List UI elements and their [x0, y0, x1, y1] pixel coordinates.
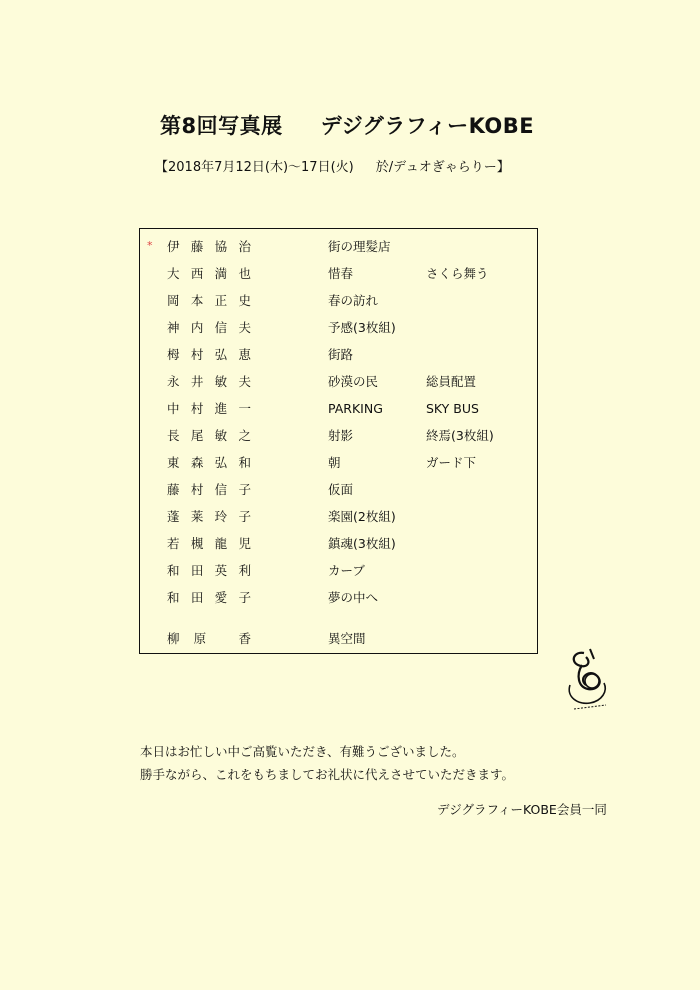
signature: デジグラフィーKOBE会員一同 — [437, 802, 607, 817]
page-title — [160, 110, 534, 140]
work-title-2: 終焉(3枚組) — [426, 428, 494, 443]
member-name: 柳 原 香 — [167, 631, 251, 646]
member-name: 藤 村 信 子 — [167, 482, 251, 497]
club-logo-icon — [556, 645, 618, 715]
work-title-1: 予感(3枚組) — [328, 320, 396, 335]
member-name: 東 森 弘 和 — [167, 455, 251, 470]
table-row — [140, 534, 537, 554]
work-title-1: 楽園(2枚組) — [328, 509, 396, 524]
member-name: 中 村 進 一 — [167, 401, 251, 416]
thanks-message-line-2: 勝手ながら、これをもちましてお礼状に代えさせていただきます。 — [140, 767, 515, 782]
table-row — [140, 629, 537, 649]
row-mark: * — [147, 239, 153, 252]
work-title-1: 惜春 — [328, 266, 354, 281]
date-venue-line — [155, 156, 510, 175]
member-name: 若 槻 龍 児 — [167, 536, 251, 551]
work-title-2: ガード下 — [426, 455, 477, 470]
table-row — [140, 399, 537, 419]
table-row — [140, 291, 537, 311]
work-title-1: 仮面 — [328, 482, 354, 497]
table-row — [140, 372, 537, 392]
work-title-2: 総員配置 — [426, 374, 477, 389]
member-name: 岡 本 正 史 — [167, 293, 251, 308]
work-title-1: 街の理髪店 — [328, 239, 391, 254]
exhibition-title: 第8回写真展 — [160, 114, 283, 138]
table-row — [140, 480, 537, 500]
work-title-1: PARKING — [328, 401, 383, 416]
work-title-1: 夢の中へ — [328, 590, 379, 605]
work-title-1: 射影 — [328, 428, 354, 443]
work-title-1: 街路 — [328, 347, 354, 362]
table-row — [140, 318, 537, 338]
member-name: 神 内 信 夫 — [167, 320, 251, 335]
member-name: 大 西 満 也 — [167, 266, 251, 281]
member-name: 栂 村 弘 恵 — [167, 347, 251, 362]
member-name: 長 尾 敏 之 — [167, 428, 251, 443]
exhibition-dates: 【2018年7月12日(木)～17日(火) — [155, 160, 354, 175]
table-row — [140, 507, 537, 527]
table-row — [140, 237, 537, 257]
work-title-1: 異空間 — [328, 631, 366, 646]
member-name: 和 田 愛 子 — [167, 590, 251, 605]
work-title-2: SKY BUS — [426, 401, 479, 416]
exhibition-venue: 於/デュオぎゃらりー】 — [375, 160, 510, 175]
group-name: デジグラフィーKOBE — [320, 114, 535, 138]
thanks-message-line-1: 本日はお忙しい中ご高覧いただき、有難うございました。 — [140, 744, 465, 759]
work-title-1: 鎮魂(3枚組) — [328, 536, 396, 551]
member-name: 和 田 英 利 — [167, 563, 251, 578]
work-title-1: カーブ — [328, 563, 365, 578]
table-row — [140, 561, 537, 581]
table-row — [140, 588, 537, 608]
table-row — [140, 453, 537, 473]
member-name: 蓬 莱 玲 子 — [167, 509, 251, 524]
entries-table — [139, 228, 538, 654]
table-row — [140, 345, 537, 365]
work-title-1: 朝 — [328, 455, 341, 470]
work-title-1: 春の訪れ — [328, 293, 379, 308]
member-name: 伊 藤 協 治 — [167, 239, 251, 254]
work-title-2: さくら舞う — [426, 266, 489, 281]
work-title-1: 砂漠の民 — [328, 374, 379, 389]
table-row — [140, 264, 537, 284]
table-row — [140, 426, 537, 446]
member-name: 永 井 敏 夫 — [167, 374, 251, 389]
